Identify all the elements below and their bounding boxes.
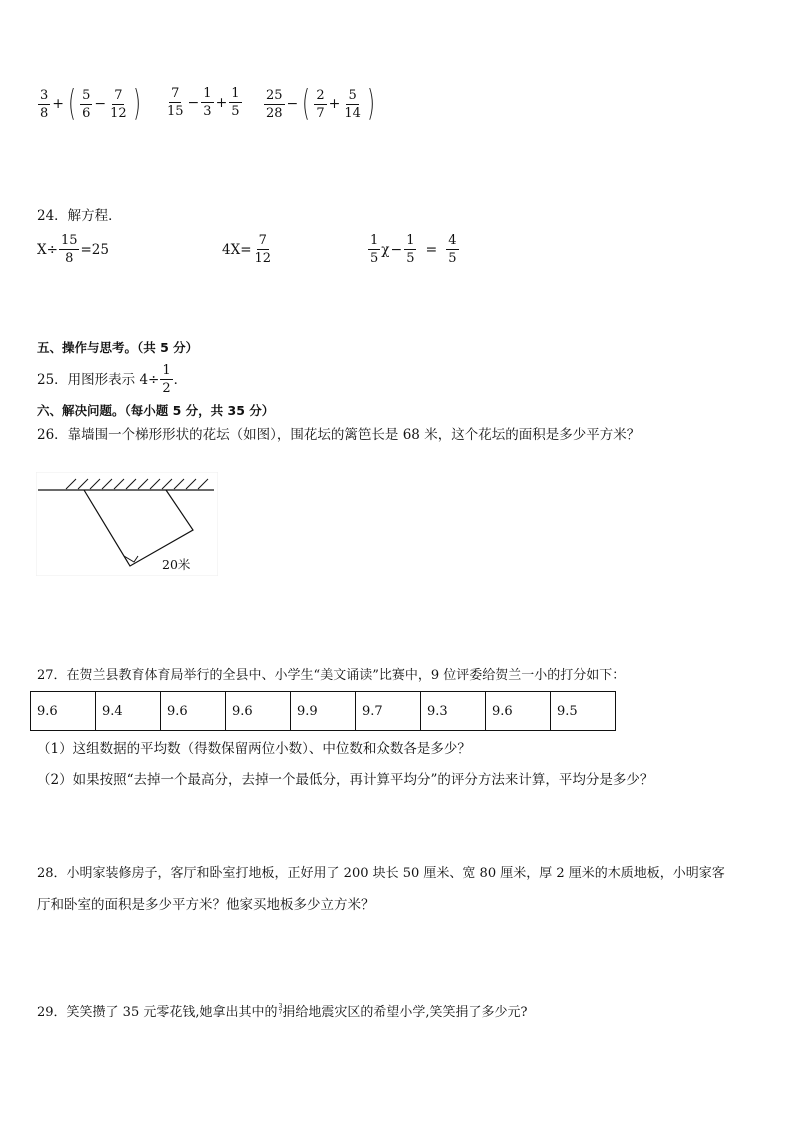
fraction: $\frac{2}{7}$ <box>316 87 325 121</box>
score-cell: 9.6 <box>31 692 96 731</box>
question-27: 27．在贺兰县教育体育局举行的全县中、小学生“美文诵读”比赛中，9 位评委给贺兰一小的打分如下： <box>37 668 626 683</box>
equation-2: 4X= $\frac{7}{12}$ <box>222 233 272 266</box>
question-26: 26．靠墙围一个梯形形状的花坛（如图），围花坛的篱笆长是 68 米，这个花坛的面积是多少平方米？ <box>37 427 641 443</box>
question-24-title: 24．解方程． <box>37 208 122 224</box>
score-cell: 9.9 <box>291 692 356 731</box>
fraction: $\frac{7}{12}$ <box>254 233 272 266</box>
fraction: $\frac{1}{5}$ <box>406 233 415 266</box>
fraction: $\frac{1}{2}$ <box>162 363 171 396</box>
fraction: $\frac{7}{15}$ <box>167 86 184 119</box>
score-cell: 9.6 <box>161 692 226 731</box>
fraction: $\frac{4}{5}$ <box>448 233 457 266</box>
equation-3: $\frac{1}{5}$ χ − $\frac{1}{5}$ = $\frac{4}{5}$ <box>370 233 457 266</box>
fraction: $\frac{1}{3}$ <box>203 86 212 119</box>
score-cell: 9.6 <box>226 692 291 731</box>
expression-3: $\frac{25}{28}$ − ( $\frac{2}{7}$ + $\frac{5}{14}$ ) <box>266 83 375 124</box>
equation-1: X÷ $\frac{15}{8}$ =25 <box>37 233 109 266</box>
score-cell: 9.7 <box>356 692 421 731</box>
score-cell: 9.4 <box>96 692 161 731</box>
table-row <box>31 692 616 731</box>
trapezoid-outline <box>84 490 193 566</box>
question-25: 25．用图形表示 4÷ $\frac{1}{2}$ ． <box>37 363 188 396</box>
fraction: $\frac{25}{28}$ <box>266 87 283 121</box>
score-cell: 9.3 <box>421 692 486 731</box>
fraction: $\frac{5}{6}$ <box>82 87 91 121</box>
fraction: $\frac{7}{12}$ <box>110 87 127 121</box>
question-28-line-1: 28．小明家装修房子，客厅和卧室打地板，正好用了 200 块长 50 厘米、宽 80 厘米，厚 2 厘米的木质地板，小明家客 <box>37 866 725 881</box>
fraction: $\frac{15}{8}$ <box>60 233 78 266</box>
question-28-line-2: 厅和卧室的面积是多少平方米？他家买地板多少立方米？ <box>37 897 375 913</box>
fraction: $\frac{1}{5}$ <box>370 233 379 266</box>
question-29: 29．笑笑攒了 35 元零花钱,她拿出其中的 3 7 捐给地震灾区的希望小学,笑笑捐了多少元? <box>37 1003 528 1020</box>
score-cell: 9.5 <box>551 692 616 731</box>
section-6-heading: 六、解决问题。（每小题 5 分，共 35 分） <box>37 403 275 418</box>
fraction: $\frac{1}{5}$ <box>231 86 240 119</box>
question-27-part-2: （2）如果按照“去掉一个最高分，去掉一个最低分，再计算平均分”的评分方法来计算，平均分是多少？ <box>37 772 654 788</box>
section-5-heading: 五、操作与思考。（共 5 分） <box>37 340 199 355</box>
expression-1: $\frac{3}{8}$ + ( $\frac{5}{6}$ − $\frac{7}{12}$ ) <box>40 83 141 124</box>
score-cell: 9.6 <box>486 692 551 731</box>
wall-hatching <box>66 479 208 489</box>
figure-label: 20米 <box>162 557 191 572</box>
trapezoid-figure <box>36 472 218 576</box>
question-27-part-1: （1）这组数据的平均数（得数保留两位小数）、中位数和众数各是多少？ <box>37 741 471 757</box>
scores-table <box>30 691 616 731</box>
fraction: $\frac{3}{8}$ <box>40 87 49 121</box>
expression-2: $\frac{7}{15}$ − $\frac{1}{3}$ + $\frac{1}{5}$ <box>167 86 240 119</box>
fraction: $\frac{5}{14}$ <box>344 87 361 121</box>
fraction: 3 7 <box>278 1003 283 1016</box>
